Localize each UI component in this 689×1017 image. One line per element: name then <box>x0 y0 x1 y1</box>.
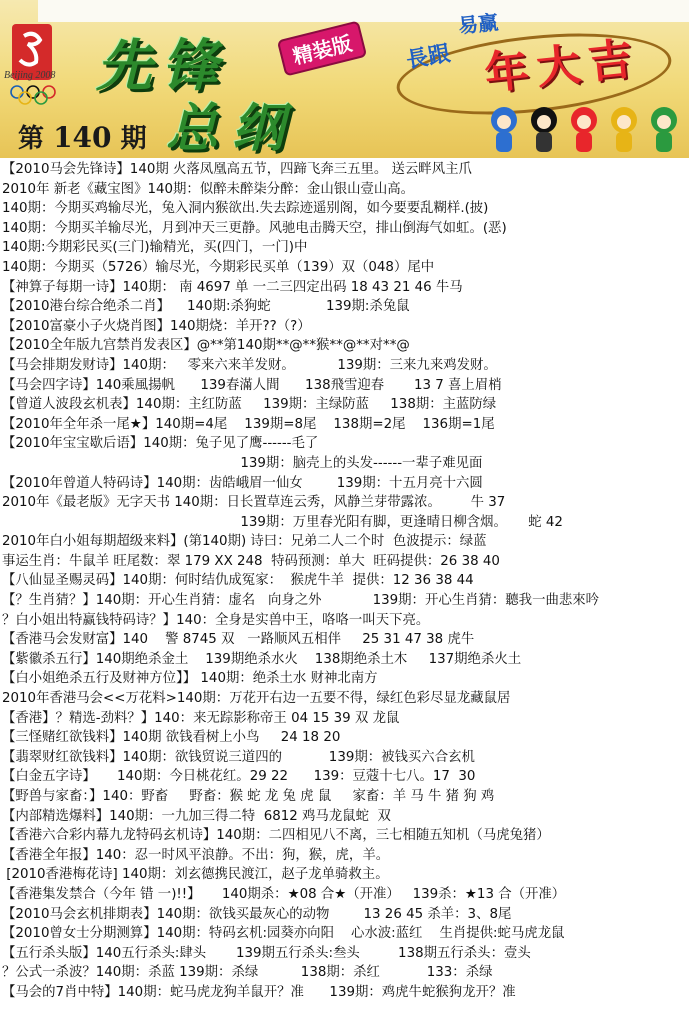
text-line: 【神算子每期一诗】140期： 南 4697 单 一二三四定出码 18 43 21 46 牛马 <box>2 279 463 295</box>
title-sub: 总纲 <box>166 98 299 158</box>
issue-number: 140 <box>53 121 112 154</box>
issue-suffix: 期 <box>120 124 147 154</box>
slogan-left: 長跟 <box>404 41 453 74</box>
text-line: 【野兽与家畜：】140：野畜 野畜：猴 蛇 龙 兔 虎 鼠 家畜：羊 马 牛 猪 狗 鸡 <box>2 789 495 804</box>
header-banner <box>0 0 689 158</box>
text-line: 【白金五字诗】 140期：今日桃花红。29 22 139：豆蔻十七八。17 30 <box>2 769 476 785</box>
text-line: 【三怪赌红欲钱料】140期 欲钱看树上小鸟 24 18 20 <box>2 730 341 746</box>
text-line: 139期：万里春光阳有脚，更逢晴日柳含烟。 蛇 42 <box>2 514 563 530</box>
text-line: 2010年《最老版》无字天书 140期：日长置草连云秀，风静兰芽带露浓。 牛 37 <box>2 495 506 511</box>
text-line: 【内部精选爆料】140期：一九加三得二特 6812 鸡马龙鼠蛇 双 <box>2 808 391 824</box>
text-line: 【翡翠财红欲钱料】140期：欲钱贸说三道四的 139期：被钱买六合玄机 <box>2 749 475 765</box>
text-line: 【香港集发禁合（今年 错 一)!!】 140期杀：★08 合★（开准） 139杀：★13 合（开准） <box>2 886 566 902</box>
text-line: 【八仙显圣赐灵码】140期：何时结仇成冤家： 猴虎牛羊 提供：12 36 38 44 <box>2 573 474 589</box>
text-line: 事运生肖：牛鼠羊 旺尾数：翠 179 XX 248 特码预测：单大 旺码提供：26 38 40 <box>2 553 500 569</box>
text-line: 【2010曾女士分期测算】140期：特码玄机:园葵亦向阳 心水波:蓝红 生肖提供:蛇马虎龙鼠 <box>2 926 565 942</box>
text-line: 【2010全年版九宫禁肖发表区】@**第140期**@**猴**@**对**@ <box>2 338 410 354</box>
beijing-2008-caption: Beijing 2008 <box>4 70 56 81</box>
text-line: 【2010年曾道人特码诗】140期：齿皓峨眉一仙女 139期：十五月亮十六圆 <box>2 475 483 491</box>
text-line: 【香港】？精选-劲料？】140：来无踪影称帝王 04 15 39 双 龙鼠 <box>2 710 400 726</box>
slogan-right: 年大吉 <box>482 32 643 100</box>
content-body <box>0 160 689 1003</box>
text-line: 2010年香港马会<<万花料>140期：万花开右边一五要不得，绿红色彩尽显龙藏鼠居 <box>2 691 511 707</box>
text-line: 【2010马会先锋诗】140期 火落凤凰高五节，四蹄飞奔三五里。 送云畔风主爪 <box>2 162 472 177</box>
text-line: 【？生肖猜？】140期：开心生肖猜：虚名 向身之外 139期：开心生肖猜：聽我一曲悲來吟 <box>2 593 600 609</box>
text-line: 【马会四字诗】140乘風揚帆 139春滿人間 138飛雪迎春 13 7 喜上眉梢 <box>2 377 502 393</box>
text-line: 【香港马会发财富】140 警 8745 双 一路顺风五相伴 25 31 47 38 虎牛 <box>2 632 475 648</box>
text-line: 139期：脑壳上的头发------一辈子难见面 <box>2 455 483 471</box>
text-line: 【马会的7肖中特】140期：蛇马虎龙狗羊鼠开？准 139期：鸡虎牛蛇猴狗龙开？准 <box>2 984 516 1000</box>
text-line: 【五行杀头版】140五行杀头:肆头 139期五行杀头:叁头 138期五行杀头：壹头 <box>2 945 531 961</box>
text-line: [2010香港梅花诗] 140期：刘玄德携民渡江，赵子龙单骑救主。 <box>2 867 389 883</box>
text-line: 【曾道人波段玄机表】140期：主红防蓝 139期：主绿防蓝 138期：主蓝防绿 <box>2 397 497 413</box>
issue-label <box>18 118 147 155</box>
text-line: 【紫徽杀五行】140期绝杀金土 139期绝杀水火 138期绝杀土木 137期绝杀火土 <box>2 651 522 667</box>
text-line: 【2010年宝宝歇后语】140期：兔子见了鹰------毛了 <box>2 436 319 452</box>
banner-top-strip <box>38 0 689 22</box>
text-line: ？白小姐出特赢钱特码诗？】140：全身是实兽中王，咯咯一叫天下亮。 <box>2 612 430 628</box>
text-line: 【香港全年报】140：忍一时风平浪静。不出：狗，猴，虎，羊。 <box>2 847 390 863</box>
text-line: 【2010马会玄机排期表】140期：欲钱买最灰心的动物 13 26 45 杀羊：3、8尾 <box>2 906 512 922</box>
text-line: 【2010港台综合绝杀二肖】 140期:杀狗蛇 139期:杀兔鼠 <box>2 299 410 315</box>
text-line: 140期：今期买羊输尽光，月到冲天三更静。风驰电击腾天空，排山倒海气如虹。(恶) <box>2 220 507 236</box>
text-line: 140期：今期买（5726）输尽光，今期彩民买单（139）双（048）尾中 <box>2 259 435 275</box>
text-line: 2010年 新老《藏宝图》140期：似醉未醉柒分醉：金山银山壹山高。 <box>2 181 415 197</box>
text-line: 140期：今期买鸡输尽光，兔入洞内猴欲出.失去踪迹遥别阁，如今要要乱糊样.(披) <box>2 201 489 217</box>
title-main: 先锋 <box>96 33 228 99</box>
fuwa-mascots-icon <box>486 102 684 156</box>
text-line: 2010年白小姐每期超级来料】(第140期) 诗曰：兄弟二人二个时 色波提示：绿蓝 <box>2 534 487 550</box>
edition-badge: 精装版 <box>277 20 367 76</box>
olympic-rings-icon <box>8 84 60 106</box>
slogan-top: 易赢 <box>457 9 500 39</box>
text-line: ？公式一杀波？140期：杀蓝 139期：杀绿 138期：杀红 133：杀绿 <box>2 965 493 981</box>
text-line: 140期:今期彩民买(三门)输精光，买(四门，一门)中 <box>2 240 308 256</box>
text-line: 【马会排期发财诗】140期： 零来六来羊发财。 139期：三来九来鸡发财。 <box>2 357 497 373</box>
text-line: 【白小姐绝杀五行及财神方位】】 140期：绝杀土水 财神北南方 <box>2 671 378 687</box>
text-line: 【2010年全年杀一尾★】140期=4尾 139期=8尾 138期=2尾 136期=1尾 <box>2 416 495 432</box>
issue-prefix: 第 <box>18 124 45 154</box>
text-line: 【2010富豪小子火烧肖图】140期烧：羊开??（?） <box>2 318 311 334</box>
text-line: 【香港六合彩内幕九龙特码玄机诗】140期：二四相见八不离，三七相随五知机（马虎兔猪） <box>2 828 550 844</box>
